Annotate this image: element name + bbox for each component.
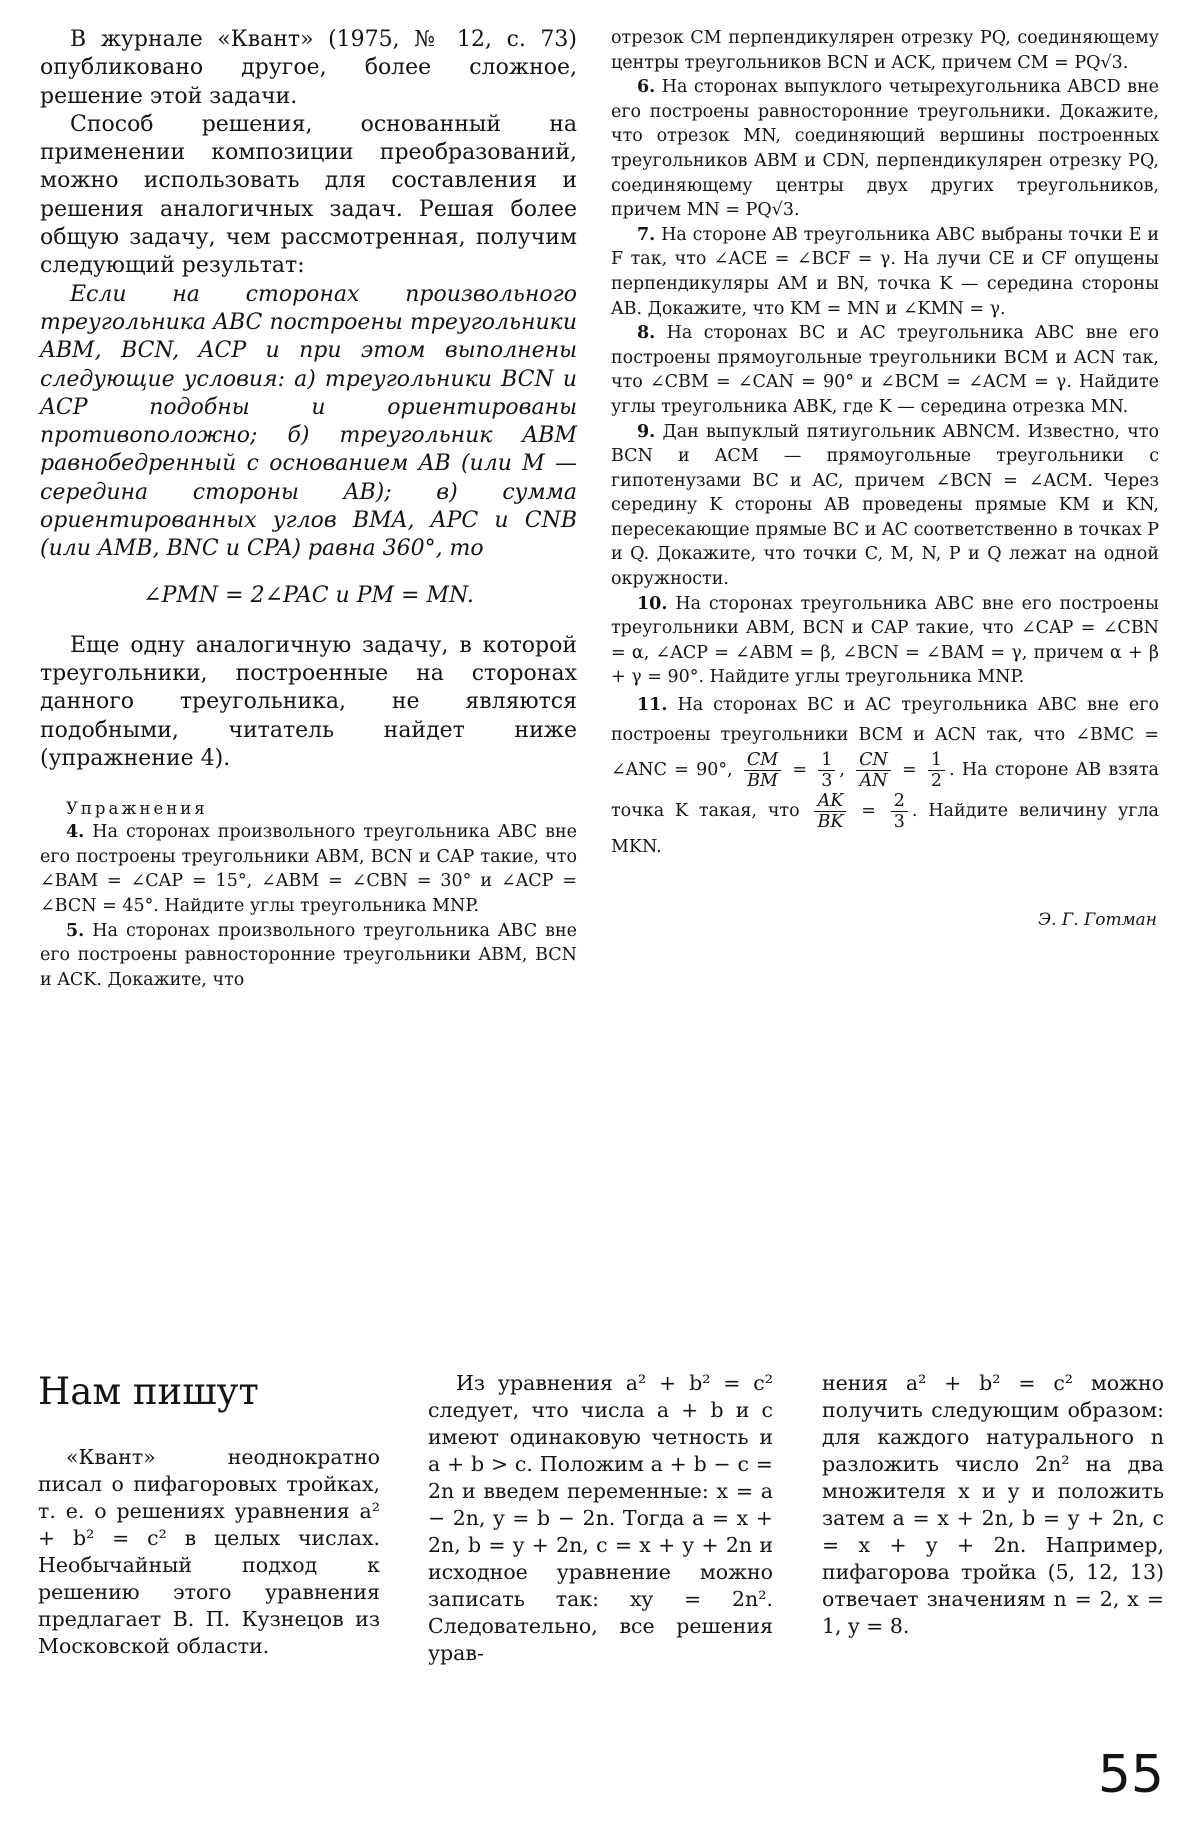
exercise-10	[611, 592, 1159, 690]
fraction-one-half-numerator: 1	[928, 750, 945, 771]
fraction-cm-bm-denominator: BM	[747, 771, 778, 792]
nam-pishut-column-2	[428, 1370, 773, 1667]
fraction-cm-bm	[744, 750, 781, 791]
exercise-11-text-2: . На стороне AB взята точка K такая, что	[611, 760, 1159, 822]
nam-pishut-intro: «Квант» неоднократно писал о пифагоровых тройках, т. е. о решениях уравнения a² + b² = c² в целых числах. Необычайный подход к решению этого уравнения предлагает В. П. Кузнецов из Московской области.	[38, 1445, 380, 1658]
fraction-one-third-numerator: 1	[818, 750, 835, 771]
fraction-ak-bk-numerator: AK	[814, 791, 846, 812]
equals-sign-1: =	[792, 760, 808, 781]
fraction-cn-an	[856, 750, 891, 791]
exercise-8-text: На сторонах BC и AC треугольника ABC вне его построены прямоугольные треугольники BCM и ACN так, что ∠CBM = ∠CAN = 90° и ∠BCM = ∠ACM = γ. Найдите углы треугольника ABK, где K — середина отрезка MN.	[611, 323, 1159, 417]
fraction-two-thirds-numerator: 2	[891, 791, 908, 812]
exercise-11: 11. На сторонах BC и AC треугольника ABC вне его построены треугольники BCM и ACN так, что ∠BMC = ∠ANC = 90°, $\frac{CM}{BM}$ = $\frac{1}{3}$ , $\frac{CN}{AN}$ = $\frac{1}{2}$ . На стороне AB взята точка K такая, что $\frac{AK}{BK}$ = $\frac{2}{3}$ . Найдите величину угла MKN.	[611, 695, 1159, 858]
exercise-6-text: На сторонах выпуклого четырехугольника ABCD вне его построены равносторонние треугольники. Докажите, что отрезок MN, соединяющий вершины построенных треугольников ABM и CDN, перпендикулярен отрезку PQ, соединяющему центры двух других треугольников, причем MN = PQ√3.	[611, 77, 1159, 221]
fraction-one-third	[818, 750, 835, 791]
fraction-one-third-denominator: 3	[821, 771, 833, 792]
exercise-8	[611, 321, 1159, 419]
exercise-6-number: 6.	[637, 77, 656, 98]
method-paragraph: Способ решения, основанный на применении композиции преобразований, можно использовать для составления и решения аналогичных задач. Решая более общую задачу, чем рассмотренная, получим следующий результат:	[40, 111, 577, 279]
exercise-9-text: Дан выпуклый пятиугольник ABNCM. Известно, что BCN и ACM — прямоугольные треугольники с гипотенузами BC и AC, причем ∠BCN = ∠ACM. Через середину K стороны AB проведены прямые KM и KN, пересекающие прямые BC и AC соответственно в точках P и Q. Докажите, что точки C, M, N, P и Q лежат на одной окружности.	[611, 421, 1159, 590]
exercise-10-number: 10.	[637, 593, 668, 614]
fraction-ak-bk-denominator: BK	[817, 812, 844, 833]
nam-pishut-conclusion: нения a² + b² = c² можно получить следующим образом: для каждого натурального n разложить число 2n² на два множителя x и y и положить затем a = x + 2n, b = y + 2n, c = x + y + 2n. Например, пифагорова тройка (5, 12, 13) отвечает значениям n = 2, x = 1, y = 8.	[822, 1371, 1164, 1638]
exercise-11-number: 11.	[637, 695, 668, 716]
fraction-cm-bm-numerator: CM	[744, 750, 781, 771]
fraction-one-half	[928, 750, 945, 791]
exercise-7-number: 7.	[637, 224, 656, 245]
exercise-9-number: 9.	[637, 421, 656, 442]
exercises-heading: Упражнения	[66, 799, 208, 819]
exercise-7	[611, 223, 1159, 321]
intro-paragraph: В журнале «Квант» (1975, № 12, с. 73) опубликовано другое, более сложное, решение этой задачи.	[40, 27, 577, 109]
fraction-cn-an-numerator: CN	[856, 750, 891, 771]
exercise-7-text: На стороне AB треугольника ABC выбраны точки E и F так, что ∠ACE = ∠BCF = γ. На лучи CE и CF опущены перпендикуляры AM и BN, точка K — середина стороны AB. Докажите, что KM = MN и ∠KMN = γ.	[611, 224, 1159, 319]
exercise-10-text: На сторонах треугольника ABC вне его построены треугольники ABM, BCN и CAP такие, что ∠CAP = ∠CBN = α, ∠ACP = ∠ABM = β, ∠BCN = ∠BAM = γ, причем α + β + γ = 90°. Найдите углы треугольника MNP.	[611, 593, 1159, 688]
exercises-section	[40, 799, 577, 992]
fraction-two-thirds-denominator: 3	[893, 812, 905, 833]
fraction-cn-an-denominator: AN	[859, 771, 888, 792]
theorem-statement: Если на сторонах произвольного треугольника ABC построены треугольники ABM, BCN, ACP и при этом выполнены следующие условия: а) треугольники BCN и ACP подобны и ориентированы противоположно; б) треугольник ABM равнобедренный с основанием AB (или M — середина стороны AB); в) сумма ориентированных углов BMA, APC и CNB (или AMB, BNC и CPA) равна 360°, то	[40, 281, 577, 562]
exercise-8-number: 8.	[637, 323, 656, 344]
left-column	[40, 26, 577, 992]
exercise-5-number: 5.	[66, 920, 85, 941]
exercise-4-text: На сторонах произвольного треугольника ABC вне его построены треугольники ABM, BCN и CAP такие, что ∠BAM = ∠CAP = 15°, ∠ABM = ∠CBN = 30° и ∠ACP = ∠BCN = 45°. Найдите углы треугольника MNP.	[40, 822, 577, 916]
author-signature: Э. Г. Готман	[1038, 910, 1157, 931]
main-formula: ∠PMN = 2∠PAC и PM = MN.	[143, 582, 474, 608]
page-number: 55	[1097, 1745, 1164, 1805]
nam-pishut-derivation: Из уравнения a² + b² = c² следует, что числа a + b и c имеют одинаковую четность и a + b > c. Положим a + b − c = 2n и введем переменные: x = a − 2n, y = b − 2n. Тогда a = x + 2n, b = y + 2n, c = x + y + 2n и исходное уравнение можно записать так: xy = 2n². Следовательно, все решения урав-	[428, 1371, 773, 1665]
fraction-two-thirds	[891, 791, 908, 832]
fraction-ak-bk	[814, 791, 846, 832]
exercise-11-text-1: На сторонах BC и AC треугольника ABC вне его построены треугольники BCM и ACN так, что ∠BMC = ∠ANC = 90°,	[611, 695, 1159, 781]
exercise-9	[611, 420, 1159, 592]
exercise-4-number: 4.	[66, 822, 85, 843]
section-title: Нам пишут	[38, 1370, 259, 1413]
nam-pishut-column-1	[38, 1444, 380, 1660]
right-column	[611, 26, 1159, 930]
exercise-11-text-3: . Найдите величину угла MKN.	[611, 801, 1159, 858]
exercise-5	[40, 919, 577, 993]
exercise-4	[40, 820, 577, 918]
exercise-5-continuation: отрезок CM перпендикулярен отрезку PQ, соединяющему центры треугольников BCN и ACK, причем CM = PQ√3.	[611, 28, 1159, 73]
fraction-one-half-denominator: 2	[930, 771, 943, 792]
exercise-5-text: На сторонах произвольного треугольника ABC вне его построены равносторонние треугольники ABM, BCN и ACK. Докажите, что	[40, 920, 577, 990]
exercise-6	[611, 75, 1159, 223]
nam-pishut-column-3	[822, 1370, 1164, 1640]
exercise-reference-paragraph: Еще одну аналогичную задачу, в которой треугольники, построенные на сторонах данного треугольника, не являются подобными, читатель найдет ниже (упражнение 4).	[40, 632, 577, 771]
